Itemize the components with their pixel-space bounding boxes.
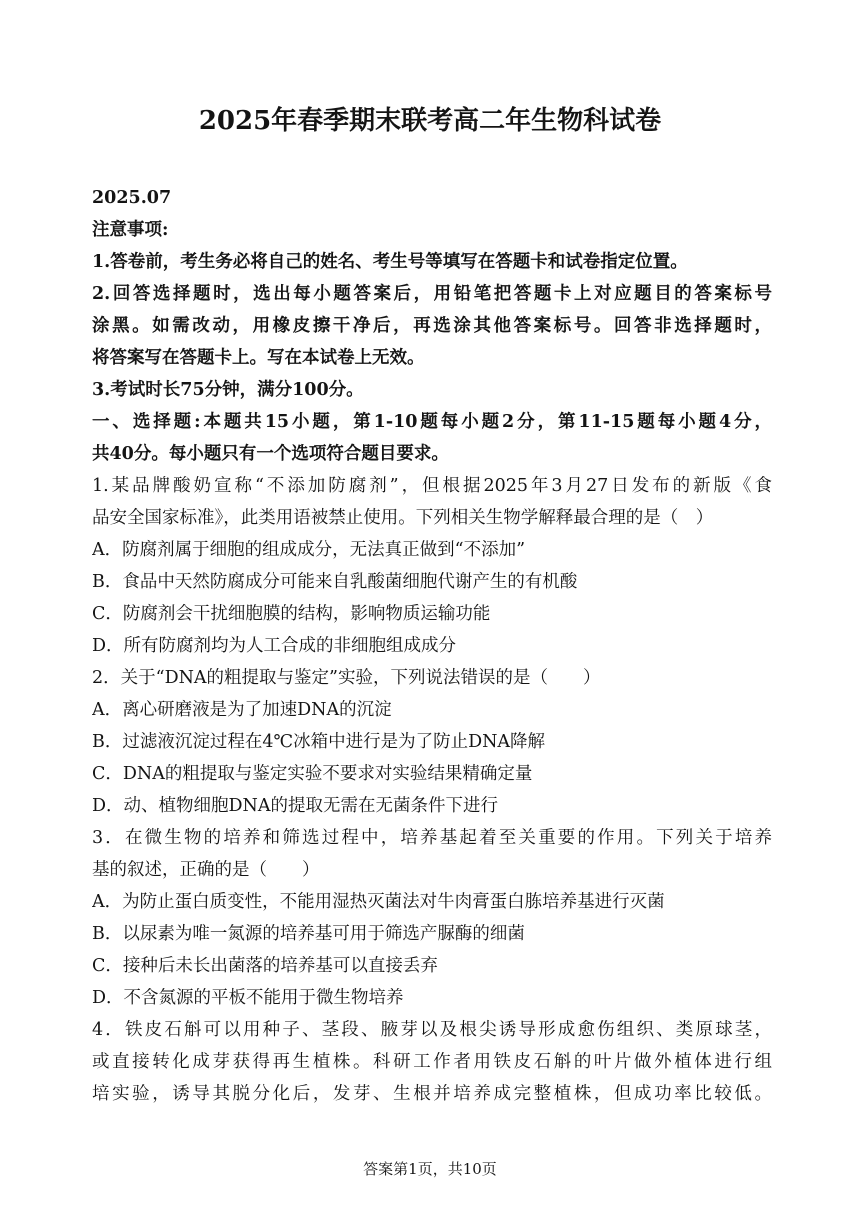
option-a: A．为防止蛋白质变性，不能用湿热灭菌法对牛肉膏蛋白胨培养基进行灭菌 <box>92 892 665 912</box>
option-d: D．所有防腐剂均为人工合成的非细胞组成成分 <box>92 636 457 656</box>
question-stem-line: 2．关于“DNA的粗提取与鉴定”实验，下列说法错误的是（ ） <box>92 668 601 688</box>
question-stem-line: 或直接转化成芽获得再生植株。科研工作者用铁皮石斛的叶片做外植体进行组 <box>92 1052 772 1072</box>
option-b: B．食品中天然防腐成分可能来自乳酸菌细胞代谢产生的有机酸 <box>92 572 578 592</box>
question-stem-line: 培实验，诱导其脱分化后，发芽、生根并培养成完整植株，但成功率比较低。 <box>92 1084 772 1104</box>
option-d: D．动、植物细胞DNA的提取无需在无菌条件下进行 <box>92 796 499 816</box>
question-stem-line: 基的叙述，正确的是（ ） <box>92 860 320 880</box>
question-2 <box>92 662 772 822</box>
section-heading-line-2: 共40分。每小题只有一个选项符合题目要求。 <box>92 444 449 464</box>
option-a: A．离心研磨液是为了加速DNA的沉淀 <box>92 700 392 720</box>
notice-heading: 注意事项: <box>92 220 169 240</box>
question-stem-line: 品安全国家标准》，此类用语被禁止使用。下列相关生物学解释最合理的是（ ） <box>92 508 714 528</box>
question-stem-line: 1.某品牌酸奶宣称“不添加防腐剂”，但根据2025年3月27日发布的新版《食 <box>92 476 772 496</box>
section-heading-line-1: 一、选择题:本题共15小题，第1-10题每小题2分，第11-15题每小题4分， <box>92 412 772 432</box>
option-c: C．DNA的粗提取与鉴定实验不要求对实验结果精确定量 <box>92 764 533 784</box>
option-c: C．防腐剂会干扰细胞膜的结构，影响物质运输功能 <box>92 604 491 624</box>
question-stem-line: 4．铁皮石斛可以用种子、茎段、腋芽以及根尖诱导形成愈伤组织、类原球茎， <box>92 1020 772 1040</box>
option-b: B．以尿素为唯一氮源的培养基可用于筛选产脲酶的细菌 <box>92 924 525 944</box>
page-title: 2025年春季期末联考高二年生物科试卷 <box>198 106 662 136</box>
option-b: B．过滤液沉淀过程在4℃冰箱中进行是为了防止DNA降解 <box>92 732 546 752</box>
notice-item-2-line-1: 2.回答选择题时，选出每小题答案后，用铅笔把答题卡上对应题目的答案标号 <box>92 284 772 304</box>
question-3 <box>92 822 772 1014</box>
question-stem-line: 3．在微生物的培养和筛选过程中，培养基起着至关重要的作用。下列关于培养 <box>92 828 772 848</box>
exam-content <box>92 182 772 1110</box>
notice-item-3: 3.考试时长75分钟，满分100分。 <box>92 380 364 400</box>
notice-item-1: 1.答卷前，考生务必将自己的姓名、考生号等填写在答题卡和试卷指定位置。 <box>92 252 688 272</box>
option-d: D．不含氮源的平板不能用于微生物培养 <box>92 988 404 1008</box>
option-a: A．防腐剂属于细胞的组成成分，无法真正做到“不添加” <box>92 540 526 560</box>
question-4 <box>92 1014 772 1110</box>
notice-item-2-line-3: 将答案写在答题卡上。写在本试卷上无效。 <box>92 348 425 368</box>
question-1 <box>92 470 772 662</box>
notice-item-2-line-2: 涂黑。如需改动，用橡皮擦干净后，再选涂其他答案标号。回答非选择题时， <box>92 316 772 336</box>
option-c: C．接种后未长出菌落的培养基可以直接丢弃 <box>92 956 438 976</box>
page-footer: 答案第1页，共10页 <box>363 1160 497 1178</box>
exam-date: 2025.07 <box>92 188 172 208</box>
